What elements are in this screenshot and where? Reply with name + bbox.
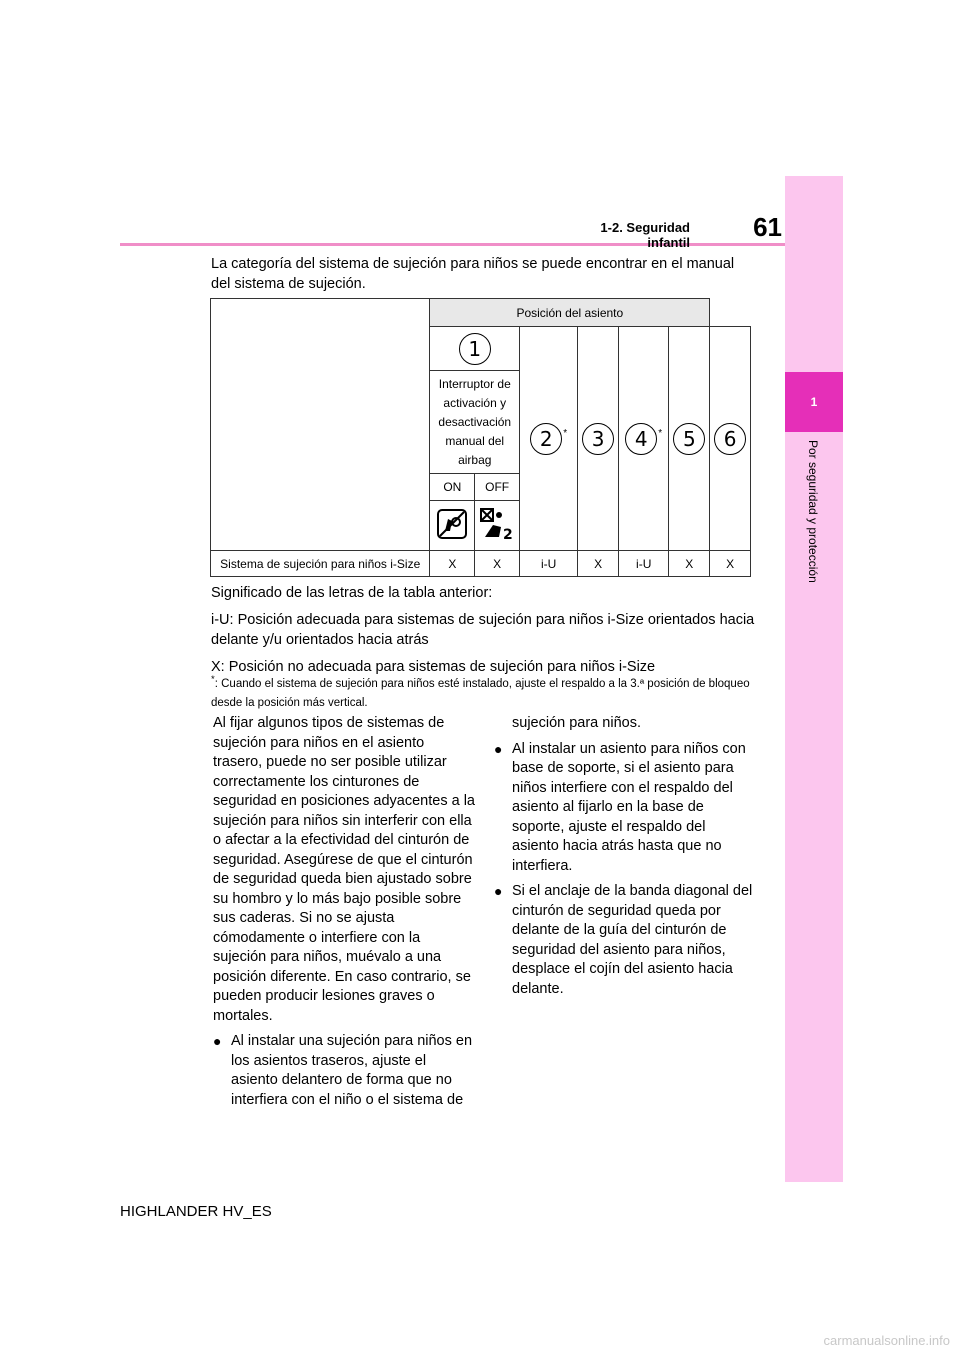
airbag-switch-label: Interruptor de activación y desactivación manual del airbag — [430, 371, 520, 474]
seat-4-icon: 4 — [625, 423, 657, 455]
section-title: 1-2. Seguridad infantil — [600, 220, 690, 250]
airbag-off-cell — [475, 501, 520, 551]
bullet-continuation: sujeción para niños. — [512, 715, 641, 731]
seat-2-icon: 2 — [530, 423, 562, 455]
legend-iu: i-U: Posición adecuada para sistemas de sujeción para niños i-Size orientados hacia delante y/u orientados hacia atrás — [211, 612, 755, 648]
airbag-deactivated-icon — [437, 528, 467, 542]
table-header-title: Posición del asiento — [430, 299, 710, 327]
legend-x: X: Posición no adecuada para sistemas de sujeción para niños i-Size — [211, 659, 656, 675]
footnote-mark: * — [211, 674, 215, 685]
seat-5-cell — [669, 327, 710, 551]
airbag-on-cell — [430, 501, 475, 551]
bullet-text: Al instalar un asiento para niños con base de soporte, si el asiento para niños interfiere con el respaldo del asiento al fijarlo en la base de soporte, ajuste el respaldo del asiento hacia atrás hasta que no interfiera. — [512, 740, 746, 874]
seat-5-icon: 5 — [673, 423, 705, 455]
chapter-sidebar — [785, 176, 843, 1182]
asterisk: * — [658, 427, 663, 439]
intro-text: La categoría del sistema de sujeción para niños se puede encontrar en el manual del sistema de sujeción. — [211, 256, 735, 292]
seat-4-cell — [619, 327, 669, 551]
table-cell: X — [669, 551, 710, 577]
list-item — [494, 740, 754, 877]
row-label: Sistema de sujeción para niños i-Size — [211, 551, 430, 577]
table-cell: X — [430, 551, 475, 577]
chapter-label: Por seguridad y protección — [806, 440, 820, 583]
watermark: carmanualsonline.info — [823, 1333, 950, 1348]
seat-6-icon: 6 — [714, 423, 746, 455]
seat-3-cell — [578, 327, 619, 551]
table-cell: i-U — [619, 551, 669, 577]
table-cell: X — [710, 551, 751, 577]
body-right-column — [494, 714, 754, 1005]
bullet-icon: ● — [494, 740, 503, 757]
legend-title: Significado de las letras de la tabla anterior: — [211, 585, 493, 601]
table-cell: X — [475, 551, 520, 577]
footnote-text: : Cuando el sistema de sujeción para niños esté instalado, ajuste el respaldo a la 3.ª posición de bloqueo desde la posición más vertical. — [211, 677, 750, 709]
model-footer: HIGHLANDER HV_ES — [120, 1203, 272, 1220]
seat-3-icon: 3 — [582, 423, 614, 455]
seat-2-cell — [520, 327, 578, 551]
bullet-text: Al instalar una sujeción para niños en los asientos traseros, ajuste el asiento delantero de forma que no interfiera con el niño o el sistema de — [231, 1033, 473, 1108]
bullet-icon: ● — [213, 1033, 222, 1049]
table-corner-cell — [211, 299, 430, 551]
list-item — [494, 882, 754, 999]
legend — [211, 583, 756, 684]
chapter-number-tab[interactable]: 1 — [785, 372, 843, 432]
page-number: 61 — [753, 212, 782, 242]
table-cell: X — [578, 551, 619, 577]
table-cell: i-U — [520, 551, 578, 577]
passenger-airbag-off-icon — [479, 527, 515, 544]
seat-1-cell — [430, 327, 520, 371]
body-left-column — [213, 714, 475, 1116]
on-label: ON — [430, 474, 475, 501]
bullet-icon: ● — [494, 883, 503, 899]
list-item — [213, 1032, 475, 1110]
footnote — [211, 670, 756, 713]
asterisk: * — [563, 427, 568, 439]
svg-text:2: 2 — [503, 527, 513, 541]
off-label: OFF — [475, 474, 520, 501]
seat-6-cell — [710, 327, 751, 551]
bullet-text: Si el anclaje de la banda diagonal del cinturón de seguridad queda por delante de la guía del cinturón de seguridad del asiento para niños, desplace el cojín del asiento hacia delante. — [512, 883, 753, 997]
warning-paragraph: Al fijar algunos tipos de sistemas de sujeción para niños en el asiento trasero, puede no ser posible utilizar correctamente los cinturones de seguridad en posiciones adyacentes a la sujeción para niños sin interferir con ella o afectar a la efectividad del cinturón de seguridad. Asegúrese de que el cinturón de seguridad queda bien ajustado sobre su hombro y lo más bajo posible sobre sus caderas. Si no se ajusta cómodamente o interfiere con la sujeción para niños, muévalo a una posición diferente. En caso contrario, se pueden producir lesiones graves o mortales. — [213, 715, 475, 1024]
seat-position-table — [210, 298, 751, 577]
seat-1-icon: 1 — [459, 333, 491, 365]
